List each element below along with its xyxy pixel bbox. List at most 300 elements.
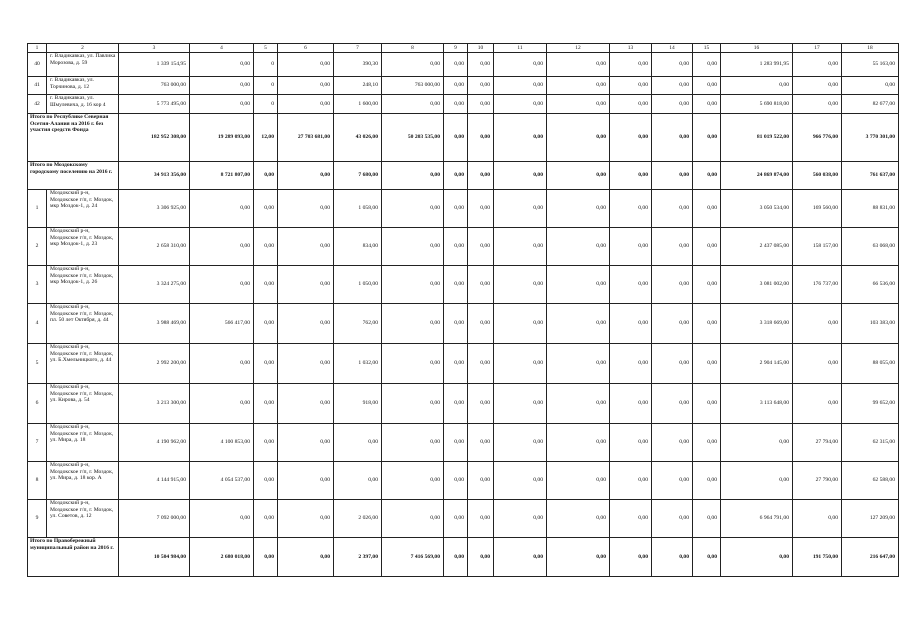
value-cell: 0,00 — [652, 53, 693, 77]
value-cell: 0,00 — [190, 344, 254, 384]
value-cell: 0,00 — [693, 344, 721, 384]
value-cell: 0,00 — [190, 190, 254, 228]
value-cell: 0,00 — [444, 384, 468, 424]
value-cell: 0,00 — [693, 304, 721, 344]
value-cell: 0,00 — [190, 500, 254, 538]
value-cell: 0,00 — [444, 190, 468, 228]
value-cell: 1 283 991,95 — [721, 53, 793, 77]
value-cell: 0,00 — [494, 190, 547, 228]
value-cell: 390,30 — [334, 53, 382, 77]
value-cell: 0,00 — [693, 228, 721, 266]
value-cell: 3 050 534,00 — [721, 190, 793, 228]
value-cell: 0,00 — [793, 500, 842, 538]
value-cell: 0,00 — [652, 95, 693, 114]
value-cell: 0,00 — [334, 462, 382, 500]
value-cell: 0,00 — [382, 95, 444, 114]
value-cell: 0,00 — [610, 190, 652, 228]
row-number: 3 — [28, 266, 47, 304]
address-cell: Моздокский р-н, Моздокское г/п, г. Моздок, ул. Мира, д. 18 — [47, 424, 119, 462]
value-cell: 0,00 — [693, 424, 721, 462]
value-cell: 0,00 — [444, 424, 468, 462]
column-number: 18 — [842, 44, 899, 53]
value-cell: 4 054 537,00 — [190, 462, 254, 500]
value-cell: 158 157,00 — [793, 228, 842, 266]
address-cell: Моздокский р-н, Моздокское г/п, г. Моздок, пл. 50 лет Октября, д. 44 — [47, 304, 119, 344]
value-cell: 0,00 — [693, 266, 721, 304]
value-cell: 0,00 — [652, 304, 693, 344]
value-cell: 0,00 — [494, 228, 547, 266]
value-cell: 0,00 — [610, 266, 652, 304]
table-row — [28, 53, 899, 77]
total-label: Итого по Правобережный муниципальный район на 2016 г. — [28, 538, 119, 577]
value-cell: 0,00 — [254, 424, 278, 462]
value-cell: 0,00 — [652, 538, 693, 577]
value-cell: 0,00 — [444, 95, 468, 114]
value-cell: 0,00 — [278, 304, 334, 344]
row-number: 41 — [28, 77, 47, 95]
column-number: 8 — [382, 44, 444, 53]
value-cell: 4 100 853,00 — [190, 424, 254, 462]
value-cell: 7 680,00 — [334, 162, 382, 190]
value-cell: 566 417,00 — [190, 304, 254, 344]
value-cell: 0,00 — [693, 500, 721, 538]
value-cell: 0,00 — [382, 384, 444, 424]
value-cell: 0,00 — [610, 424, 652, 462]
value-cell: 1 600,00 — [334, 95, 382, 114]
value-cell: 0 — [254, 77, 278, 95]
value-cell: 7 416 569,00 — [382, 538, 444, 577]
value-cell: 0,00 — [468, 538, 494, 577]
value-cell: 0,00 — [693, 53, 721, 77]
row-number: 40 — [28, 53, 47, 77]
value-cell: 0,00 — [652, 228, 693, 266]
value-cell: 0,00 — [468, 114, 494, 162]
row-number: 9 — [28, 500, 47, 538]
value-cell: 0,00 — [468, 266, 494, 304]
address-cell: Моздокский р-н, Моздокское г/п, г. Моздок, ул. Мира, д. 18 кор. А — [47, 462, 119, 500]
value-cell: 0,00 — [547, 304, 610, 344]
value-cell: 0,00 — [278, 424, 334, 462]
value-cell: 0,00 — [278, 77, 334, 95]
value-cell: 0,00 — [494, 424, 547, 462]
value-cell: 0,00 — [444, 77, 468, 95]
value-cell: 0,00 — [610, 304, 652, 344]
value-cell: 0,00 — [547, 384, 610, 424]
value-cell: 0,00 — [652, 500, 693, 538]
table-row — [28, 266, 899, 304]
row-number: 2 — [28, 228, 47, 266]
value-cell: 0,00 — [547, 462, 610, 500]
value-cell: 0,00 — [468, 500, 494, 538]
value-cell: 0,00 — [278, 228, 334, 266]
value-cell: 0,00 — [382, 344, 444, 384]
value-cell: 0,00 — [254, 304, 278, 344]
value-cell: 0,00 — [254, 462, 278, 500]
table-row — [28, 304, 899, 344]
value-cell: 0 — [254, 53, 278, 77]
value-cell: 0,00 — [468, 304, 494, 344]
value-cell: 0,00 — [190, 384, 254, 424]
value-cell: 3 324 275,00 — [119, 266, 190, 304]
value-cell: 4 144 915,00 — [119, 462, 190, 500]
value-cell: 27 703 681,00 — [278, 114, 334, 162]
value-cell: 0,00 — [610, 462, 652, 500]
value-cell: 0,00 — [254, 266, 278, 304]
address-cell: Моздокский р-н, Моздокское г/п, г. Моздок, ул. Кирова, д. 54 — [47, 384, 119, 424]
value-cell: 0,00 — [190, 266, 254, 304]
value-cell: 3 318 669,00 — [721, 304, 793, 344]
value-cell: 0,00 — [278, 95, 334, 114]
value-cell: 0,00 — [547, 266, 610, 304]
value-cell: 0,00 — [547, 228, 610, 266]
value-cell: 169 560,00 — [793, 190, 842, 228]
value-cell: 103 383,00 — [842, 304, 899, 344]
address-cell: Моздокский р-н, Моздокское г/п, г. Моздок, ул. Советов, д. 12 — [47, 500, 119, 538]
value-cell: 1 050,00 — [334, 266, 382, 304]
value-cell: 0,00 — [382, 304, 444, 344]
value-cell: 3 113 648,00 — [721, 384, 793, 424]
value-cell: 0,00 — [547, 95, 610, 114]
value-cell: 0,00 — [468, 462, 494, 500]
value-cell: 0,00 — [334, 424, 382, 462]
value-cell: 3 770 301,00 — [842, 114, 899, 162]
value-cell: 0,00 — [382, 162, 444, 190]
value-cell: 0,00 — [693, 538, 721, 577]
value-cell: 3 306 925,00 — [119, 190, 190, 228]
value-cell: 0,00 — [254, 538, 278, 577]
value-cell: 0,00 — [793, 304, 842, 344]
value-cell: 0,00 — [652, 114, 693, 162]
value-cell: 2 397,00 — [334, 538, 382, 577]
value-cell: 66 536,00 — [842, 266, 899, 304]
value-cell: 0,00 — [468, 53, 494, 77]
value-cell: 0,00 — [494, 500, 547, 538]
value-cell: 0,00 — [468, 344, 494, 384]
value-cell: 0,00 — [444, 266, 468, 304]
value-cell: 0,00 — [652, 462, 693, 500]
table-row — [28, 462, 899, 500]
value-cell: 6 964 791,00 — [721, 500, 793, 538]
value-cell: 0,00 — [254, 344, 278, 384]
value-cell: 0,00 — [494, 462, 547, 500]
value-cell: 0,00 — [793, 77, 842, 95]
value-cell: 0,00 — [693, 190, 721, 228]
value-cell: 0,00 — [793, 95, 842, 114]
value-cell: 19 289 093,00 — [190, 114, 254, 162]
table-row — [28, 384, 899, 424]
value-cell: 2 904 145,00 — [721, 344, 793, 384]
value-cell: 0,00 — [547, 424, 610, 462]
value-cell: 0,00 — [382, 424, 444, 462]
column-number: 7 — [334, 44, 382, 53]
value-cell: 0,00 — [278, 266, 334, 304]
value-cell: 4 190 962,00 — [119, 424, 190, 462]
total-label: Итого по Моздокскому городскому поселению на 2016 г. — [28, 162, 119, 190]
address-cell: Моздокский р-н, Моздокское г/п, г. Моздок, мкр Моздок-1, д. 24 — [47, 190, 119, 228]
value-cell: 0,00 — [494, 304, 547, 344]
address-cell: Моздокский р-н, Моздокское г/п, г. Моздок, ул. Б.Хмельницкого, д. 44 — [47, 344, 119, 384]
value-cell: 0,00 — [693, 384, 721, 424]
column-number: 13 — [610, 44, 652, 53]
column-number: 1 — [28, 44, 47, 53]
value-cell: 7 092 000,00 — [119, 500, 190, 538]
table-body — [28, 44, 899, 577]
table-row — [28, 500, 899, 538]
address-cell: Моздокский р-н, Моздокское г/п, г. Моздок, мкр Моздок-1, д. 23 — [47, 228, 119, 266]
value-cell: 966 776,00 — [793, 114, 842, 162]
value-cell: 0,00 — [254, 190, 278, 228]
address-cell: г. Владикавказ, ул. Павлика Морозова, д. 59 — [47, 53, 119, 77]
value-cell: 0,00 — [547, 77, 610, 95]
value-cell: 3 988 469,00 — [119, 304, 190, 344]
value-cell: 0,00 — [254, 228, 278, 266]
value-cell: 0,00 — [468, 190, 494, 228]
value-cell: 0,00 — [190, 77, 254, 95]
value-cell: 0,00 — [278, 162, 334, 190]
value-cell: 0,00 — [278, 462, 334, 500]
value-cell: 0,00 — [190, 95, 254, 114]
value-cell: 763 000,00 — [382, 77, 444, 95]
value-cell: 0 — [254, 95, 278, 114]
table-row — [28, 190, 899, 228]
value-cell: 0,00 — [494, 162, 547, 190]
value-cell: 0,00 — [547, 500, 610, 538]
table-row — [28, 344, 899, 384]
value-cell: 0,00 — [693, 95, 721, 114]
value-cell: 0,00 — [494, 114, 547, 162]
address-cell: г. Владикавказ, ул. Шмулевича, д. 16 кор 4 — [47, 95, 119, 114]
column-number: 16 — [721, 44, 793, 53]
value-cell: 0,00 — [382, 53, 444, 77]
value-cell: 191 750,00 — [793, 538, 842, 577]
value-cell: 0,00 — [652, 424, 693, 462]
row-number: 1 — [28, 190, 47, 228]
value-cell: 0,00 — [278, 53, 334, 77]
column-number: 4 — [190, 44, 254, 53]
value-cell: 5 773 495,00 — [119, 95, 190, 114]
value-cell: 0,00 — [721, 424, 793, 462]
value-cell: 0,00 — [444, 500, 468, 538]
value-cell: 0,00 — [254, 384, 278, 424]
value-cell: 27 790,00 — [793, 462, 842, 500]
value-cell: 0,00 — [468, 77, 494, 95]
value-cell: 0,00 — [793, 53, 842, 77]
value-cell: 0,00 — [610, 53, 652, 77]
value-cell: 34 913 356,00 — [119, 162, 190, 190]
value-cell: 763 000,00 — [119, 77, 190, 95]
value-cell: 0,00 — [382, 462, 444, 500]
value-cell: 27 794,00 — [793, 424, 842, 462]
value-cell: 0,00 — [693, 77, 721, 95]
value-cell: 24 869 874,00 — [721, 162, 793, 190]
value-cell: 8 721 807,00 — [190, 162, 254, 190]
value-cell: 0,00 — [444, 114, 468, 162]
value-cell: 99 652,00 — [842, 384, 899, 424]
value-cell: 0,00 — [254, 162, 278, 190]
value-cell: 0,00 — [468, 162, 494, 190]
value-cell: 0,00 — [468, 384, 494, 424]
value-cell: 5 690 818,00 — [721, 95, 793, 114]
value-cell: 0,00 — [468, 424, 494, 462]
value-cell: 2 658 310,00 — [119, 228, 190, 266]
value-cell: 0,00 — [254, 500, 278, 538]
value-cell: 50 203 535,00 — [382, 114, 444, 162]
value-cell: 0,00 — [842, 77, 899, 95]
value-cell: 127 209,00 — [842, 500, 899, 538]
value-cell: 0,00 — [610, 500, 652, 538]
address-cell: г. Владикавказ, ул. Торчинова, д. 12 — [47, 77, 119, 95]
value-cell: 0,00 — [721, 538, 793, 577]
value-cell: 10 504 984,00 — [119, 538, 190, 577]
total-row — [28, 162, 899, 190]
value-cell: 0,00 — [610, 538, 652, 577]
value-cell: 0,00 — [278, 344, 334, 384]
value-cell: 0,00 — [278, 538, 334, 577]
value-cell: 0,00 — [494, 53, 547, 77]
value-cell: 0,00 — [444, 462, 468, 500]
column-number: 2 — [47, 44, 119, 53]
value-cell: 3 081 002,00 — [721, 266, 793, 304]
value-cell: 0,00 — [610, 384, 652, 424]
data-table — [27, 43, 899, 577]
value-cell: 2 437 085,00 — [721, 228, 793, 266]
value-cell: 0,00 — [610, 344, 652, 384]
value-cell: 0,00 — [693, 462, 721, 500]
value-cell: 0,00 — [693, 114, 721, 162]
value-cell: 0,00 — [610, 228, 652, 266]
value-cell: 0,00 — [444, 344, 468, 384]
value-cell: 0,00 — [468, 95, 494, 114]
value-cell: 0,00 — [494, 344, 547, 384]
value-cell: 0,00 — [547, 538, 610, 577]
value-cell: 62 588,00 — [842, 462, 899, 500]
value-cell: 216 647,00 — [842, 538, 899, 577]
column-number: 6 — [278, 44, 334, 53]
value-cell: 0,00 — [444, 53, 468, 77]
value-cell: 55 163,00 — [842, 53, 899, 77]
value-cell: 2 026,00 — [334, 500, 382, 538]
value-cell: 63 068,00 — [842, 228, 899, 266]
table-row — [28, 228, 899, 266]
value-cell: 0,00 — [652, 77, 693, 95]
column-number: 14 — [652, 44, 693, 53]
value-cell: 0,00 — [610, 162, 652, 190]
value-cell: 0,00 — [693, 162, 721, 190]
value-cell: 0,00 — [278, 500, 334, 538]
value-cell: 0,00 — [610, 95, 652, 114]
value-cell: 82 677,00 — [842, 95, 899, 114]
address-cell: Моздокский р-н, Моздокское г/п, г. Моздок, мкр Моздок-1, д. 26 — [47, 266, 119, 304]
row-number: 7 — [28, 424, 47, 462]
column-number: 3 — [119, 44, 190, 53]
value-cell: 918,00 — [334, 384, 382, 424]
value-cell: 62 315,00 — [842, 424, 899, 462]
value-cell: 0,00 — [468, 228, 494, 266]
total-row — [28, 114, 899, 162]
column-number-row — [28, 44, 899, 53]
value-cell: 81 019 522,00 — [721, 114, 793, 162]
column-number: 12 — [547, 44, 610, 53]
column-number: 15 — [693, 44, 721, 53]
value-cell: 1 032,00 — [334, 344, 382, 384]
value-cell: 2 992 200,00 — [119, 344, 190, 384]
value-cell: 0,00 — [444, 228, 468, 266]
value-cell: 0,00 — [547, 162, 610, 190]
value-cell: 0,00 — [547, 53, 610, 77]
column-number: 17 — [793, 44, 842, 53]
value-cell: 834,00 — [334, 228, 382, 266]
value-cell: 88 055,00 — [842, 344, 899, 384]
value-cell: 176 737,00 — [793, 266, 842, 304]
total-label: Итого по Республике Северная Осетия-Алания на 2016 г. без участия средств Фонда — [28, 114, 119, 162]
row-number: 4 — [28, 304, 47, 344]
value-cell: 88 831,00 — [842, 190, 899, 228]
value-cell: 0,00 — [444, 304, 468, 344]
value-cell: 0,00 — [494, 95, 547, 114]
value-cell: 1 339 154,95 — [119, 53, 190, 77]
row-number: 6 — [28, 384, 47, 424]
value-cell: 0,00 — [444, 538, 468, 577]
value-cell: 0,00 — [547, 190, 610, 228]
value-cell: 0,00 — [610, 77, 652, 95]
value-cell: 0,00 — [382, 228, 444, 266]
value-cell: 0,00 — [190, 228, 254, 266]
column-number: 9 — [444, 44, 468, 53]
column-number: 11 — [494, 44, 547, 53]
value-cell: 0,00 — [494, 384, 547, 424]
value-cell: 762,00 — [334, 304, 382, 344]
value-cell: 248,10 — [334, 77, 382, 95]
value-cell: 761 637,00 — [842, 162, 899, 190]
value-cell: 0,00 — [793, 344, 842, 384]
value-cell: 12,00 — [254, 114, 278, 162]
row-number: 5 — [28, 344, 47, 384]
row-number: 8 — [28, 462, 47, 500]
value-cell: 2 680 018,00 — [190, 538, 254, 577]
value-cell: 0,00 — [190, 53, 254, 77]
value-cell: 0,00 — [382, 266, 444, 304]
value-cell: 0,00 — [652, 266, 693, 304]
column-number: 10 — [468, 44, 494, 53]
value-cell: 0,00 — [382, 500, 444, 538]
value-cell: 1 058,00 — [334, 190, 382, 228]
value-cell: 0,00 — [494, 538, 547, 577]
value-cell: 0,00 — [652, 162, 693, 190]
value-cell: 43 026,00 — [334, 114, 382, 162]
value-cell: 0,00 — [652, 344, 693, 384]
value-cell: 0,00 — [547, 344, 610, 384]
table-row — [28, 77, 899, 95]
value-cell: 0,00 — [278, 384, 334, 424]
table-row — [28, 95, 899, 114]
table-row — [28, 424, 899, 462]
value-cell: 0,00 — [382, 190, 444, 228]
value-cell: 0,00 — [444, 162, 468, 190]
row-number: 42 — [28, 95, 47, 114]
value-cell: 182 952 308,00 — [119, 114, 190, 162]
total-row — [28, 538, 899, 577]
value-cell: 0,00 — [721, 462, 793, 500]
value-cell: 0,00 — [610, 114, 652, 162]
value-cell: 0,00 — [547, 114, 610, 162]
value-cell: 0,00 — [494, 266, 547, 304]
value-cell: 560 038,00 — [793, 162, 842, 190]
value-cell: 0,00 — [721, 77, 793, 95]
value-cell: 3 213 300,00 — [119, 384, 190, 424]
value-cell: 0,00 — [278, 190, 334, 228]
value-cell: 0,00 — [793, 384, 842, 424]
column-number: 5 — [254, 44, 278, 53]
